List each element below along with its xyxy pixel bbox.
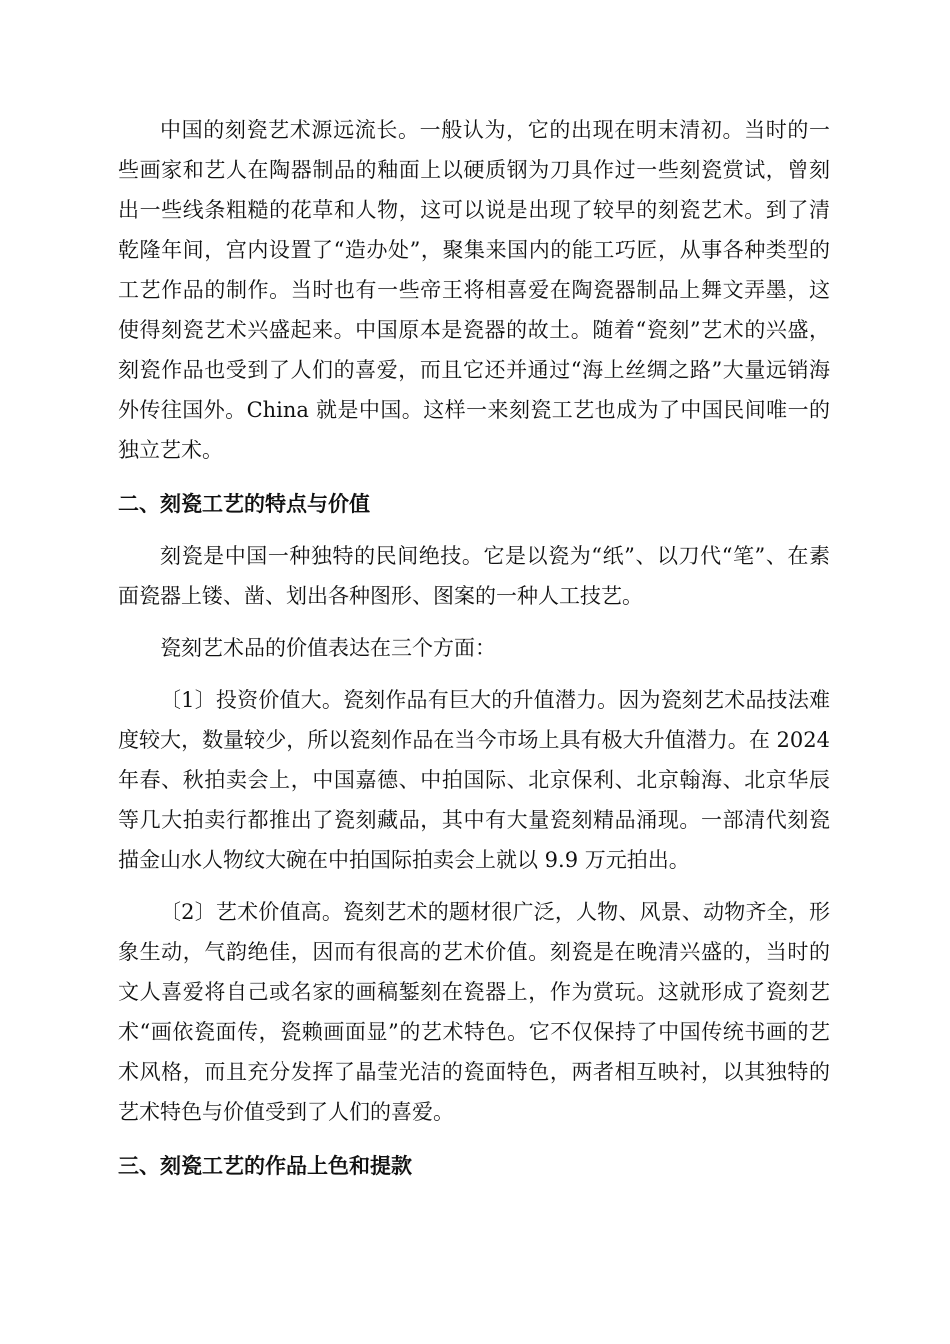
paragraph-investment-value: 〔1〕投资价值大。瓷刻作品有巨大的升值潜力。因为瓷刻艺术品技法难度较大，数量较少，所以瓷刻作品在当今市场上具有极大升值潜力。在 2024 年春、秋拍卖会上，中国嘉德、中拍国际、北京保利、北京翰海、北京华辰等几大拍卖行都推出了瓷刻藏品，其中有大量瓷刻精品涌现。一部清代刻瓷描金山水人物纹大碗在中拍国际拍卖会上就以 9.9 万元拍出。 (118, 688, 830, 872)
paragraph-definition: 刻瓷是中国一种独特的民间绝技。它是以瓷为“纸”、以刀代“笔”、在素面瓷器上镂、凿、划出各种图形、图案的一种人工技艺。 (118, 544, 830, 608)
document-body (118, 110, 830, 1186)
paragraph-value-intro: 瓷刻艺术品的价值表达在三个方面： (160, 636, 496, 660)
intro-paragraph: 中国的刻瓷艺术源远流长。一般认为，它的出现在明末清初。当时的一些画家和艺人在陶器制品的釉面上以硬质钢为刀具作过一些刻瓷赏试，曾刻出一些线条粗糙的花草和人物，这可以说是出现了较早的刻瓷艺术。到了清乾隆年间，宫内设置了“造办处”，聚集来国内的能工巧匠，从事各种类型的工艺作品的制作。当时也有一些帝王将相喜爱在陶瓷器制品上舞文弄墨，这使得刻瓷艺术兴盛起来。中国原本是瓷器的故土。随着“瓷刻”艺术的兴盛，刻瓷作品也受到了人们的喜爱，而且它还并通过“海上丝绸之路”大量远销海外传往国外。China 就是中国。这样一来刻瓷工艺也成为了中国民间唯一的独立艺术。 (118, 118, 830, 462)
section-heading-coloring: 三、刻瓷工艺的作品上色和提款 (118, 1154, 412, 1178)
paragraph-artistic-value: 〔2〕艺术价值高。瓷刻艺术的题材很广泛，人物、风景、动物齐全，形象生动，气韵绝佳，因而有很高的艺术价值。刻瓷是在晚清兴盛的，当时的文人喜爱将自己或名家的画稿錾刻在瓷器上，作为赏玩。这就形成了瓷刻艺术“画依瓷面传，瓷赖画面显”的艺术特色。它不仅保持了中国传统书画的艺术风格，而且充分发挥了晶莹光洁的瓷面特色，两者相互映衬，以其独特的艺术特色与价值受到了人们的喜爱。 (118, 900, 830, 1124)
section-heading-characteristics: 二、刻瓷工艺的特点与价值 (118, 492, 370, 516)
